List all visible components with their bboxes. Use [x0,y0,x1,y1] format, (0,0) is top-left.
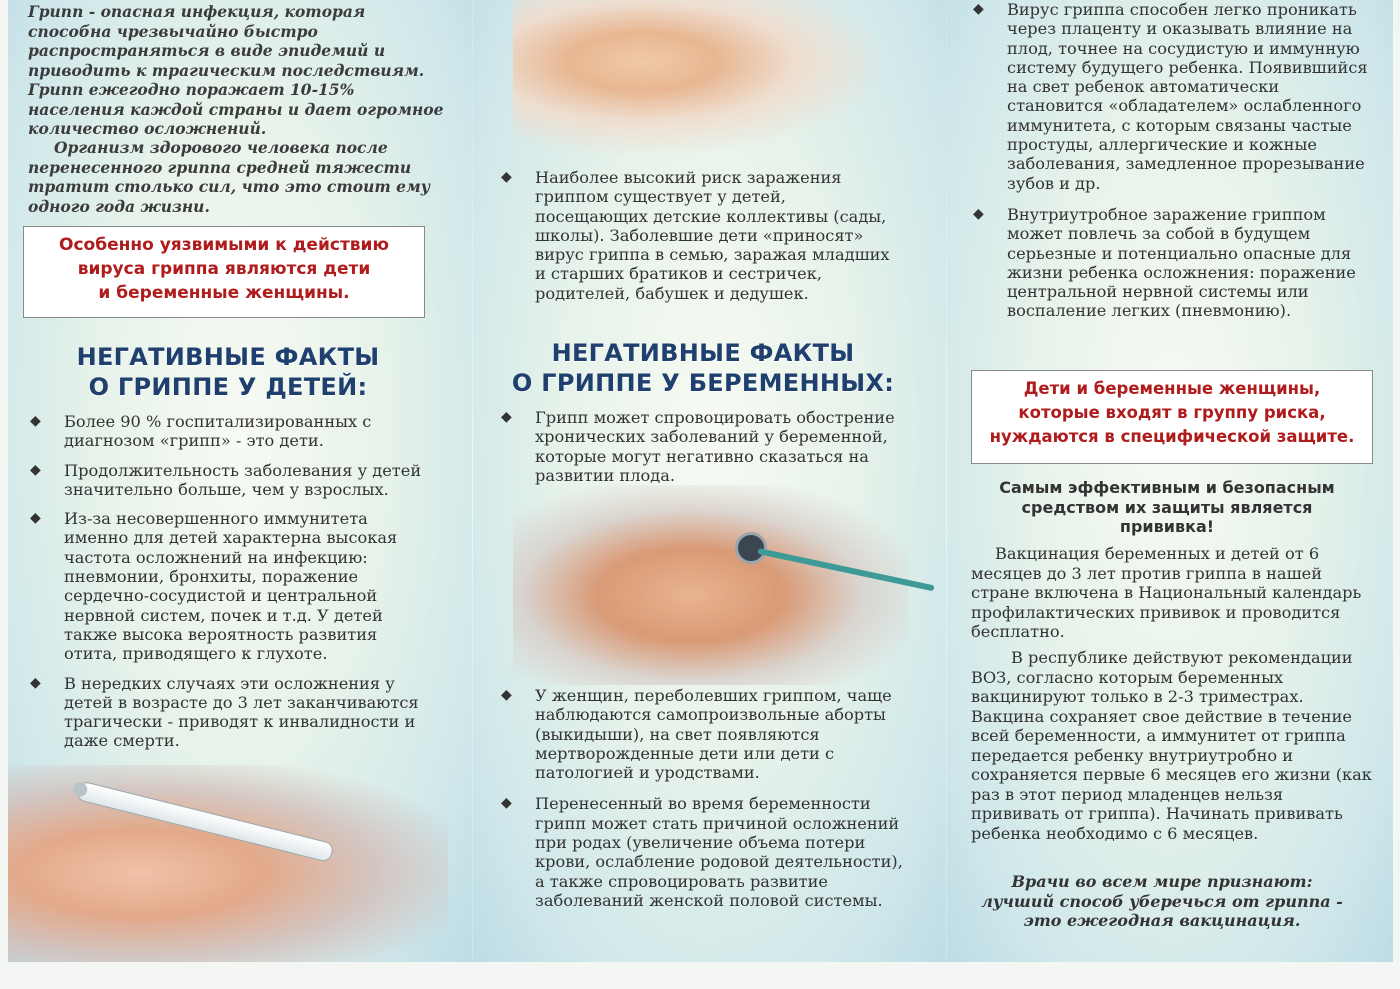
heading-line: НЕГАТИВНЫЕ ФАКТЫ [551,339,855,367]
highlight-line: нуждаются в специфической защите. [989,427,1355,446]
diamond-bullet-icon: ◆ [30,461,41,478]
heading-pregnant-facts [493,338,913,398]
list-item [30,674,425,751]
list-item [973,205,1373,321]
list-item-text: Внутриутробное заражение гриппом может повлечь за собой в будущем серьезные и потенциально опасные для жизни ребенка осложнения: поражение центральной нервной системы или воспаление легких (пневмонию). [1007,204,1356,321]
diamond-bullet-icon: ◆ [973,205,984,222]
highlight-line: Дети и беременные женщины, [1023,379,1321,398]
diamond-bullet-icon: ◆ [30,674,41,691]
list-item-text: У женщин, переболевших гриппом, чаще наблюдаются самопроизвольные аборты (выкидыши), на свет появляются мертворожденные дети или дети с патологией и уродствами. [535,686,892,783]
panel-vaccination [947,0,1393,962]
diamond-bullet-icon: ◆ [501,409,512,425]
list-item-text: Продолжительность заболевания у детей значительно больше, чем у взрослых. [64,460,422,499]
baby-thermometer-photo [8,765,448,962]
list-item-text: Вирус гриппа способен легко проникать через плаценту и оказывать влияние на плод, точнее на сосудистую и иммунную систему будущего ребенка. Появившийся на свет ребенок автоматически становится «обладателем» ослабленного иммунитета, с которым связаны частые простуды, аллергические и кожные заболевания, замедленное прорезывание зубов и др. [1007,0,1368,193]
risk-list [501,168,896,303]
heading-line: О ГРИППЕ У ДЕТЕЙ: [88,373,368,401]
list-item [501,408,901,485]
sick-child-photo [513,0,883,155]
paragraph-first-line: В республике действуют рекомендации [1011,648,1353,667]
list-item-text: Более 90 % госпитализированных с диагнозом «грипп» - это дети. [64,412,372,451]
list-item-text: В нередких случаях эти осложнения у детей в возрасте до 3 лет заканчиваются трагически - приводят к инвалидности и даже смерти. [64,673,419,751]
pregnant-belly-photo [513,485,908,685]
fetal-effects-list [973,0,1373,321]
closing-statement: Врачи во всем мире признают: лучший способ уберечься от гриппа - это ежегодная вакцинация. [981,872,1343,930]
diamond-bullet-icon: ◆ [30,510,41,527]
highlight-line: Особенно уязвимыми к действию [59,235,389,255]
highlight-line: и беременные женщины. [98,283,350,303]
intro-paragraph-2: Организм здорового человека после перенесенного гриппа средней тяжести тратит столько сил, что это стоит ему одного года жизни. [28,138,431,216]
list-item [30,461,425,500]
pregnant-facts-list-bottom [501,686,911,910]
diamond-bullet-icon: ◆ [973,1,984,17]
pregnant-facts-list-top [501,408,901,485]
heading-children-facts [28,342,428,402]
list-item [30,509,425,663]
paragraph-body: ВОЗ, согласно которым беременных вакцинируют только в 2-3 триместрах. Вакцина сохраняет свое действие в течение всей беременности, а иммунитет от гриппа передается ребенку внутриутробно и сохраняется первые 6 месяцев его жизни (как раз в этот период младенцев нельзя прививать от гриппа). Начинать прививать ребенка необходимо с 6 месяцев. [971,667,1372,843]
list-item-text: Наиболее высокий риск заражения гриппом существует у детей, посещающих детские коллективы (сады, школы). Заболевшие дети «приносят» вирус гриппа в семью, заражая младших и старших братиков и сестричек, родителей, бабушек и дедушек. [535,168,890,303]
diamond-bullet-icon: ◆ [501,795,512,812]
diamond-bullet-icon: ◆ [501,169,512,185]
panel-children [8,0,473,962]
heading-line: О ГРИППЕ У БЕРЕМЕННЫХ: [511,369,895,397]
children-facts-list [30,412,425,751]
panel-pregnant [473,0,947,962]
diamond-bullet-icon: ◆ [501,687,512,703]
vaccine-statement: Самым эффективным и безопасным средством их защиты является прививка! [999,478,1335,536]
heading-line: НЕГАТИВНЫЕ ФАКТЫ [76,343,380,371]
list-item [973,0,1373,193]
list-item [501,794,911,910]
risk-group-highlight-box [971,370,1373,464]
list-item-text: Грипп может спровоцировать обострение хронических заболеваний у беременной, которые могут негативно сказаться на развитии плода. [535,408,895,485]
vulnerable-highlight-box [23,226,425,318]
intro-paragraph-1: Грипп - опасная инфекция, которая способна чрезвычайно быстро распространяться в виде эпидемий и приводить к трагическим последствиям. Грипп ежегодно поражает 10-15% населения каждой страны и дает огромное количество осложнений. [28,2,444,138]
highlight-line: вируса гриппа являются дети [77,259,371,279]
vaccination-paragraph-1: Вакцинация беременных и детей от 6 месяцев до 3 лет против гриппа в нашей стране включена в Национальный календарь профилактических прививок и проводится бесплатно. [971,544,1362,641]
vaccination-paragraph-2 [971,648,1376,843]
list-item-text: Перенесенный во время беременности грипп может стать причиной осложнений при родах (увеличение объема потери крови, ослабление родовой деятельности), а также спровоцировать развитие заболеваний женской половой системы. [535,794,903,910]
list-item [30,412,425,451]
list-item [501,686,911,782]
list-item [501,168,896,303]
list-item-text: Из-за несовершенного иммунитета именно для детей характерна высокая частота осложнений на инфекцию: пневмонии, бронхиты, поражение сердечно-сосудистой и центральной нервной систем, почек и т.д. У детей также высока вероятность развития отита, приводящего к глухоте. [64,509,398,664]
highlight-line: которые входят в группу риска, [1018,403,1326,422]
diamond-bullet-icon: ◆ [30,413,41,429]
